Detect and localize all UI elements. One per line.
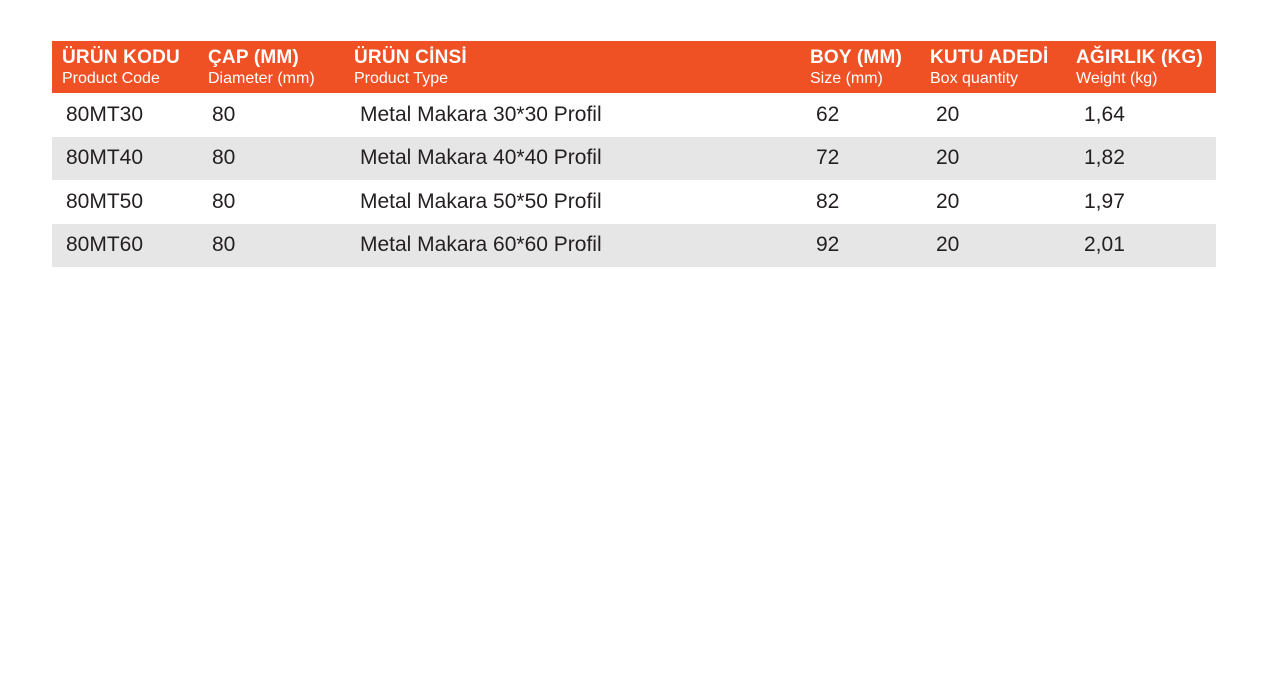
table-row	[52, 93, 1216, 137]
cell-size: 72	[816, 146, 840, 170]
header-box-quantity	[920, 41, 1066, 93]
cell-product-code: 80MT50	[66, 189, 144, 213]
header-product-type	[344, 41, 800, 93]
cell-weight: 1,64	[1084, 102, 1125, 126]
cell-box-quantity: 20	[936, 189, 960, 213]
cell-product-type: Metal Makara 50*50 Profil	[360, 189, 602, 213]
product-table	[52, 41, 1216, 267]
header-label-tr: ÜRÜN KODU	[62, 46, 180, 68]
header-label-en: Size (mm)	[810, 69, 883, 87]
cell-weight: 2,01	[1084, 233, 1125, 257]
header-label-tr: ÇAP (MM)	[208, 46, 299, 68]
cell-weight: 1,97	[1084, 189, 1125, 213]
cell-product-code: 80MT40	[66, 146, 144, 170]
cell-product-code: 80MT60	[66, 233, 144, 257]
cell-box-quantity: 20	[936, 146, 960, 170]
header-product-code	[52, 41, 198, 93]
header-label-en: Product Code	[62, 69, 160, 87]
header-label-tr: BOY (MM)	[810, 46, 903, 68]
cell-weight: 1,82	[1084, 146, 1125, 170]
cell-diameter: 80	[212, 146, 236, 170]
cell-product-type: Metal Makara 60*60 Profil	[360, 233, 602, 257]
header-label-tr: KUTU ADEDİ	[930, 46, 1049, 68]
table-row	[52, 180, 1216, 224]
cell-box-quantity: 20	[936, 102, 960, 126]
table-row	[52, 224, 1216, 268]
table-header	[52, 41, 1216, 93]
header-weight	[1066, 41, 1216, 93]
cell-diameter: 80	[212, 233, 236, 257]
cell-product-type: Metal Makara 40*40 Profil	[360, 146, 602, 170]
cell-diameter: 80	[212, 189, 236, 213]
header-label-tr: AĞIRLIK (KG)	[1076, 46, 1203, 68]
header-label-en: Box quantity	[930, 69, 1019, 87]
table-row	[52, 137, 1216, 181]
header-size	[800, 41, 920, 93]
cell-box-quantity: 20	[936, 233, 960, 257]
header-label-tr: ÜRÜN CİNSİ	[354, 46, 467, 68]
header-label-en: Product Type	[354, 69, 448, 87]
cell-size: 92	[816, 233, 840, 257]
cell-product-type: Metal Makara 30*30 Profil	[360, 102, 602, 126]
cell-diameter: 80	[212, 102, 236, 126]
cell-size: 82	[816, 189, 840, 213]
cell-size: 62	[816, 102, 840, 126]
header-label-en: Diameter (mm)	[208, 69, 315, 87]
header-diameter	[198, 41, 344, 93]
header-label-en: Weight (kg)	[1076, 69, 1158, 87]
cell-product-code: 80MT30	[66, 102, 144, 126]
